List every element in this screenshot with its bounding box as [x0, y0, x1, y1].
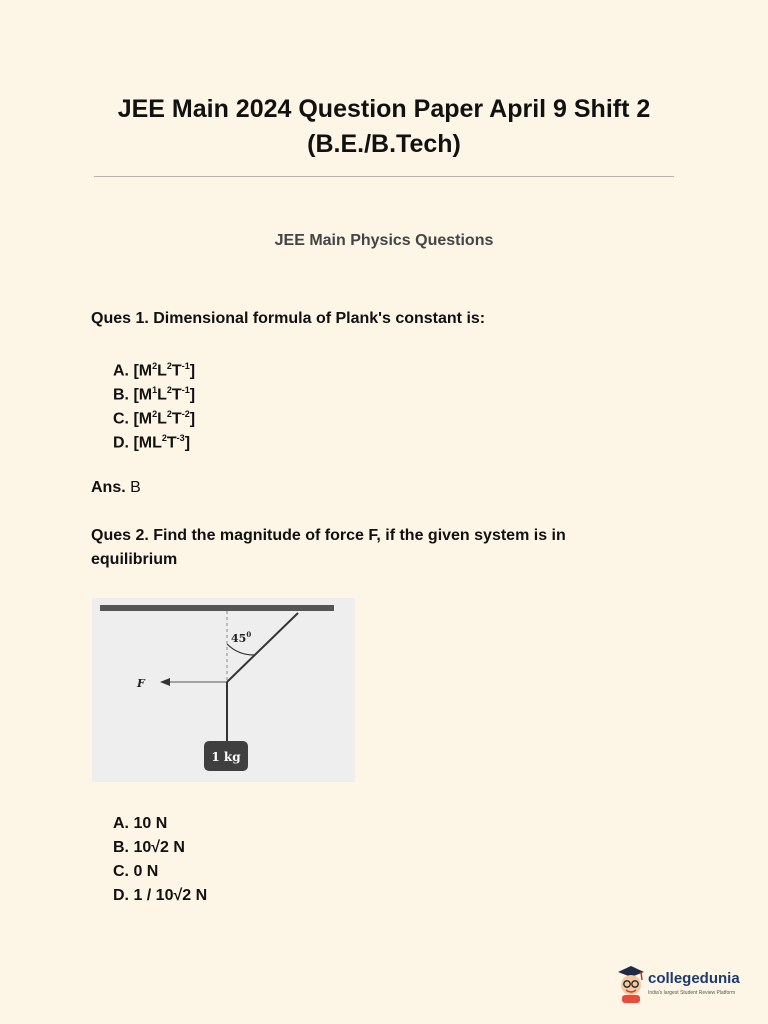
question-1-option-a: A. $[M^2L^2T^{-1}]$: [113, 361, 196, 380]
question-1-options: [113, 354, 195, 450]
question-1-text: Ques 1. Dimensional formula of Plank's constant is:: [91, 310, 486, 327]
question-2-text: Ques 2. Find the magnitude of force F, if the given system is in equilibrium: [91, 527, 566, 568]
collegedunia-logo: [616, 964, 740, 1004]
answer-value: B: [130, 479, 141, 496]
question-1-option-d: D. $[ML^2T^{-3}]$: [113, 433, 191, 452]
angle-label: $45^0$: [231, 630, 252, 645]
mass-label: 1 kg: [211, 750, 241, 764]
title-divider: [94, 176, 674, 177]
question-1-answer: [91, 476, 141, 500]
question-2-option-b: B. 10√2 N: [113, 839, 185, 856]
answer-label: Ans.: [91, 479, 126, 496]
question-2-option-a: A. 10 N: [113, 815, 168, 832]
title-line-2: (B.E./B.Tech): [307, 130, 461, 158]
mascot-icon: [616, 964, 646, 1004]
page-title: [60, 92, 708, 162]
force-arrowhead: [160, 678, 170, 686]
ceiling-bar: [100, 605, 334, 611]
question-1-option-b: B. $[M^1L^2T^{-1}]$: [113, 385, 196, 404]
question-2-option-d: D. 1 / 10√2 N: [113, 887, 208, 904]
force-diagram: [92, 598, 355, 782]
logo-tagline: India's largest Student Review Platform: [648, 990, 736, 996]
logo-name: collegedunia: [648, 970, 740, 987]
title-line-1: JEE Main 2024 Question Paper April 9 Shift 2: [117, 95, 651, 123]
force-label: F: [137, 677, 145, 690]
angle-arc: [227, 644, 254, 655]
question-2-options: [113, 812, 207, 908]
question-1-option-c: C. $[M^2L^2T^{-2}]$: [113, 409, 196, 428]
section-heading: JEE Main Physics Questions: [274, 232, 494, 249]
inclined-string: [227, 613, 298, 682]
question-2-option-c: C. 0 N: [113, 863, 159, 880]
